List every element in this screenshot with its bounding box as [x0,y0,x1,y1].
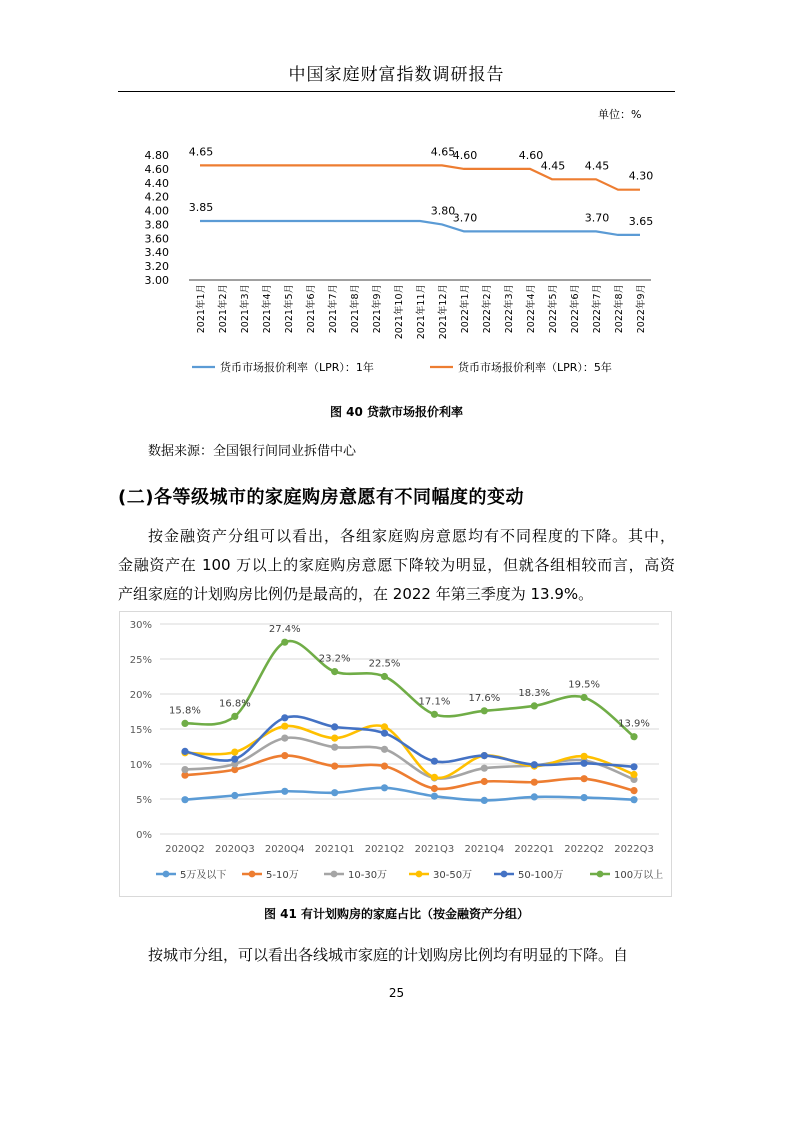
legend-label: 5万及以下 [180,870,227,881]
data-label: 3.80 [430,204,456,218]
x-tick-label: 2021Q2 [364,844,405,855]
series-point-5 [231,713,238,720]
series-point-0 [431,793,438,800]
series-point-3 [581,753,588,760]
x-tick-label: 2022年2月 [482,284,493,334]
y-tick-label: 30% [129,620,152,631]
y-tick-label: 25% [129,655,152,666]
legend-marker [163,871,170,878]
legend-marker [416,871,423,878]
x-tick-label: 2022Q3 [614,844,654,855]
series-point-1 [431,785,438,792]
legend-marker [249,871,256,878]
x-tick-label: 2022Q1 [514,844,555,855]
figure-41-chart-frame [119,611,672,897]
lpr-5y-series-line [200,165,640,189]
body-paragraph-2 [118,941,675,970]
series-point-1 [630,787,637,794]
series-point-3 [231,749,238,756]
series-point-3 [630,771,637,778]
page-number: 25 [388,986,405,1000]
series-point-2 [331,744,338,751]
paragraph-line: 产组家庭的计划购房比例仍是最高的，在 2022 年第三季度为 13.9%。 [118,585,594,603]
x-tick-label: 2020Q2 [165,844,205,855]
data-label: 3.70 [452,211,478,225]
series-point-0 [581,794,588,801]
legend-label: 50-100万 [518,870,564,881]
y-tick-label: 0% [136,830,152,841]
x-tick-label: 2021Q1 [314,844,355,855]
x-tick-label: 2022年9月 [636,284,647,334]
data-label: 4.65 [430,145,456,159]
data-label: 4.45 [540,159,566,173]
x-tick-label: 2022年5月 [548,284,559,334]
figure-40-caption: 图 40 贷款市场报价利率 [329,405,464,419]
series-line-5 [185,641,634,737]
x-tick-label: 2022年6月 [570,284,581,334]
paragraph-line: 按金融资产分组可以看出，各组家庭购房意愿均有不同程度的下降。其中， [148,527,675,545]
x-tick-label: 2021Q4 [464,844,505,855]
series-point-0 [630,796,637,803]
series-point-3 [331,735,338,742]
series-point-3 [281,723,288,730]
series-point-0 [281,788,288,795]
y-tick-label: 3.60 [144,232,169,246]
series-point-2 [281,735,288,742]
data-label: 4.65 [188,145,214,159]
series-point-0 [481,797,488,804]
series-point-0 [181,796,188,803]
series-line-3 [185,725,634,777]
paragraph-line: 按城市分组，可以看出各线城市家庭的计划购房比例均有明显的下降。自 [148,946,629,964]
y-tick-label: 4.40 [144,176,169,190]
series-point-5 [331,668,338,675]
data-source-note: 数据来源：全国银行间同业拆借中心 [148,444,357,459]
figure-41-caption: 图 41 有计划购房的家庭占比（按金融资产分组） [263,907,530,921]
y-tick-label: 3.20 [144,260,169,274]
running-header-title: 中国家庭财富指数调研报告 [288,65,505,85]
lpr-1y-series-line [200,221,640,235]
data-label: 22.5% [368,658,401,670]
x-tick-label: 2020Q3 [215,844,255,855]
x-tick-label: 2021年3月 [240,284,251,334]
x-tick-label: 2021年12月 [438,284,449,340]
header-rule [118,91,675,92]
x-tick-label: 2021年11月 [416,284,427,340]
series-point-5 [630,733,637,740]
x-tick-label: 2021Q3 [414,844,455,855]
series-point-1 [531,779,538,786]
series-point-5 [281,639,288,646]
series-point-4 [331,723,338,730]
series-point-4 [581,760,588,767]
data-label: 17.1% [418,696,451,708]
series-point-4 [431,758,438,765]
y-tick-label: 3.40 [144,246,169,260]
legend-marker [501,871,508,878]
data-label: 18.3% [518,687,551,699]
y-tick-label: 3.00 [144,274,169,287]
chart-unit-label: 单位：% [598,108,642,121]
data-label: 4.30 [628,169,654,183]
series-point-4 [481,752,488,759]
series-point-4 [531,761,538,768]
legend-marker [331,871,338,878]
y-tick-label: 4.60 [144,162,169,176]
data-label: 3.65 [628,214,654,228]
y-tick-label: 3.80 [144,218,169,232]
legend-label: 100万以上 [614,870,664,881]
x-tick-label: 2021年9月 [372,284,383,334]
series-point-3 [431,774,438,781]
data-label: 3.70 [584,211,610,225]
y-tick-label: 15% [129,725,152,736]
series-point-2 [481,765,488,772]
series-point-4 [630,763,637,770]
x-tick-label: 2021年2月 [218,284,229,334]
section-heading: (二)各等级城市的家庭购房意愿有不同幅度的变动 [118,487,524,508]
data-label: 16.8% [218,698,251,710]
data-label: 4.45 [584,159,610,173]
series-point-4 [231,756,238,763]
data-label: 4.60 [518,148,544,162]
series-point-5 [381,673,388,680]
x-tick-label: 2021年1月 [196,284,207,334]
y-tick-label: 5% [136,795,152,806]
legend-label: 30-50万 [433,870,473,881]
series-point-3 [381,723,388,730]
series-point-1 [331,763,338,770]
data-label: 4.60 [452,148,478,162]
series-point-5 [431,711,438,718]
series-point-0 [231,792,238,799]
x-tick-label: 2022年3月 [504,284,515,334]
x-tick-label: 2022年7月 [592,284,603,334]
x-tick-label: 2021年6月 [306,284,317,334]
x-tick-label: 2021年10月 [394,284,405,340]
series-point-1 [581,775,588,782]
series-point-1 [481,778,488,785]
series-point-0 [331,789,338,796]
x-tick-label: 2020Q4 [264,844,305,855]
series-point-5 [481,707,488,714]
series-point-1 [281,752,288,759]
series-point-0 [381,784,388,791]
x-tick-label: 2022Q2 [564,844,604,855]
legend-label: 10-30万 [348,870,388,881]
legend-label: 5-10万 [266,870,299,881]
series-point-5 [531,702,538,709]
y-tick-label: 4.80 [144,149,169,162]
data-label: 15.8% [169,705,201,717]
lpr-line-chart [118,120,658,382]
data-label: 23.2% [318,653,351,665]
x-tick-label: 2021年5月 [284,284,295,334]
x-tick-label: 2022年4月 [526,284,537,334]
series-point-4 [181,748,188,755]
x-tick-label: 2021年8月 [350,284,361,334]
legend-marker [597,871,604,878]
series-point-1 [381,763,388,770]
series-point-2 [181,766,188,773]
body-paragraph-1 [118,522,675,609]
paragraph-line: 金融资产在 100 万以上的家庭购房意愿下降较为明显，但就各组相较而言，高资 [118,556,675,574]
home-purchase-plan-line-chart [120,612,671,896]
series-point-4 [381,730,388,737]
series-point-5 [581,694,588,701]
data-label: 3.85 [188,200,214,214]
legend-label: 货币市场报价利率（LPR）：5年 [458,361,612,374]
y-tick-label: 10% [129,760,152,771]
y-tick-label: 4.00 [144,204,169,218]
x-tick-label: 2021年4月 [262,284,273,334]
y-tick-label: 4.20 [144,190,169,204]
series-point-4 [281,714,288,721]
series-point-5 [181,720,188,727]
x-tick-label: 2021年7月 [328,284,339,334]
x-tick-label: 2022年8月 [614,284,625,334]
series-point-0 [531,793,538,800]
data-label: 13.9% [618,718,650,730]
legend-label: 货币市场报价利率（LPR）：1年 [220,361,374,374]
x-tick-label: 2022年1月 [460,284,471,334]
data-label: 17.6% [468,692,501,704]
data-label: 19.5% [568,679,601,691]
data-label: 27.4% [268,624,301,636]
y-tick-label: 20% [129,690,152,701]
series-point-2 [381,746,388,753]
